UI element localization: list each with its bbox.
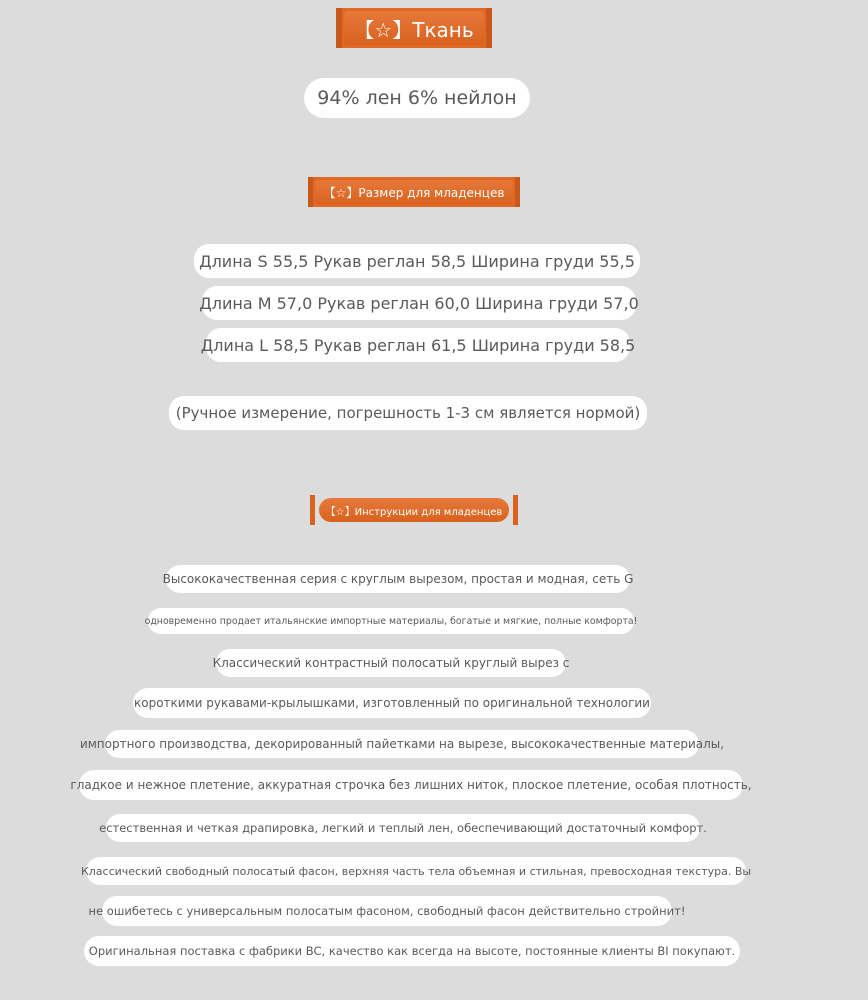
instructions-header-label: 【☆】Инструкции для младенцев: [325, 506, 503, 518]
size-row-s: Длина S 55,5 Рукав реглан 58,5 Ширина груди 55,5: [194, 244, 640, 278]
instruction-line: Оригинальная поставка с фабрики BC, качество как всегда на высоте, постоянные клиенты BI покупают.: [84, 936, 740, 966]
size-header: [308, 177, 520, 207]
instruction-line: не ошибетесь с универсальным полосатым фасоном, свободный фасон действительно стройнит!: [102, 896, 672, 926]
instruction-line: Классический свободный полосатый фасон, верхняя часть тела объемная и стильная, превосходная текстура. Вы: [86, 857, 746, 885]
size-note: (Ручное измерение, погрешность 1-3 см является нормой): [169, 396, 647, 430]
fabric-header: [336, 8, 492, 48]
fabric-value-text: 94% лен 6% нейлон: [317, 87, 517, 109]
instruction-line: гладкое и нежное плетение, аккуратная строчка без лишних ниток, плоское плетение, особая плотность,: [79, 770, 743, 800]
instruction-line: импортного производства, декорированный пайетками на вырезе, высококачественные материалы,: [105, 730, 699, 758]
size-row-m: Длина M 57,0 Рукав реглан 60,0 Ширина груди 57,0: [202, 286, 636, 320]
instructions-header: [310, 495, 518, 525]
instruction-line: короткими рукавами-крылышками, изготовленный по оригинальной технологии: [133, 688, 651, 718]
instruction-line: Классический контрастный полосатый круглый вырез с: [216, 649, 566, 677]
size-header-label: 【☆】Размер для младенцев: [323, 185, 505, 200]
instruction-line: Высококачественная серия с круглым вырезом, простая и модная, сеть G: [166, 565, 630, 593]
instruction-line: естественная и четкая драпировка, легкий и теплый лен, обеспечивающий достаточный комфорт.: [106, 814, 700, 842]
instruction-line: одновременно продает итальянские импортные материалы, богатые и мягкие, полные комфорта!: [148, 608, 634, 634]
size-row-l: Длина L 58,5 Рукав реглан 61,5 Ширина груди 58,5: [206, 328, 630, 362]
fabric-header-label: 【☆】Ткань: [354, 17, 474, 42]
fabric-value: [304, 78, 530, 118]
